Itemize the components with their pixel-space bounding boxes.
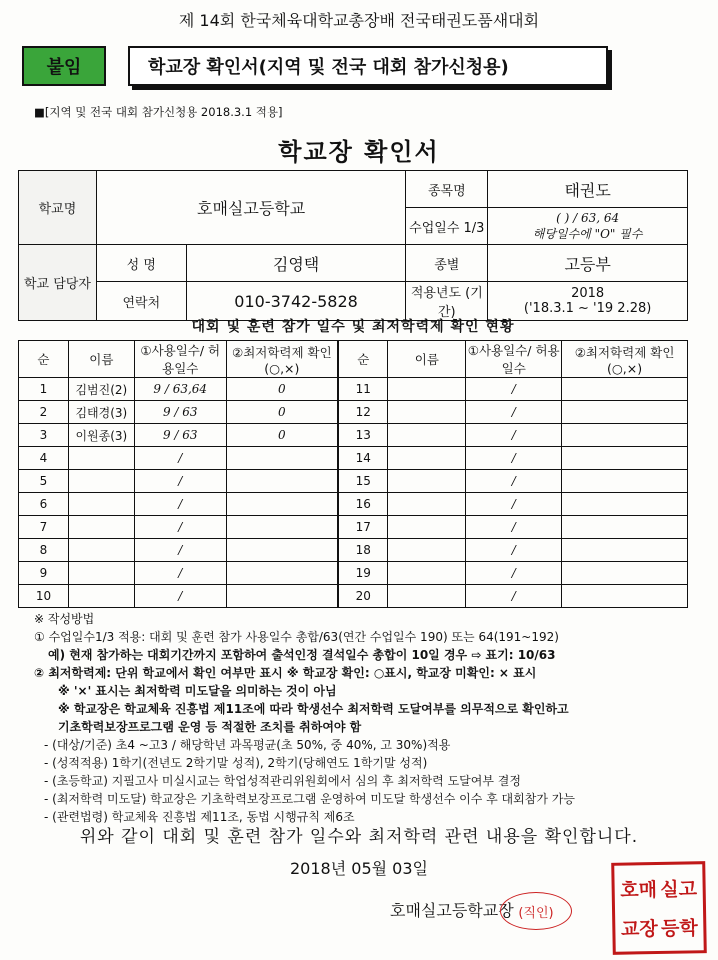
table-row [19,378,688,401]
header-no: 순 [338,341,388,378]
cell-right-days: / [466,539,562,562]
cell-left-days: / [134,562,226,585]
cell-right-no: 16 [338,493,388,516]
cell-left-check: 0 [226,424,338,447]
competition-title: 제 14회 한국체육대학교총장배 전국태권도품새대회 [178,11,540,30]
manager-label: 학교 담당자 [19,245,97,321]
cell-right-no: 13 [338,424,388,447]
guide-line: - (초등학교) 지필고사 미실시교는 학업성적관리위원회에서 심의 후 최저학력 도달여부 결정 [44,774,521,788]
cell-right-name [388,539,466,562]
class-days-value: ( ) / 63, 64 [556,210,620,225]
cell-left-name [68,585,134,608]
table-row [19,470,688,493]
stamp-char: 실고 [660,878,698,901]
stamp-char: 등학 [660,917,698,940]
cell-right-name [388,493,466,516]
cell-left-days: 9 / 63,64 [134,378,226,401]
name-label: 성 명 [96,245,186,282]
cell-left-no: 10 [19,585,69,608]
cell-left-no: 4 [19,447,69,470]
cell-right-no: 12 [338,401,388,424]
school-name: 호매실고등학교 [96,171,406,245]
cell-left-days: / [134,493,226,516]
cell-right-check [562,539,688,562]
table-row [19,424,688,447]
table-row [19,447,688,470]
cell-right-check [562,470,688,493]
cell-left-name: 김태경(3) [68,401,134,424]
cell-right-name [388,516,466,539]
cell-left-name [68,516,134,539]
cell-left-no: 8 [19,539,69,562]
cell-right-days: / [466,562,562,585]
cell-left-check [226,516,338,539]
cell-right-name [388,470,466,493]
cell-right-check [562,424,688,447]
guide-line: ※ 작성방법 [34,612,95,626]
name-value: 김영택 [186,245,406,282]
period-year: 2018 [571,286,605,301]
table-row [19,516,688,539]
cell-right-name [388,447,466,470]
seal-mark: (직인) [500,892,572,930]
header-academic: ②최저학력제 확인(○,×) [226,341,338,378]
applicability-note: ■[지역 및 전국 대회 참가신청용 2018.3.1 적용] [34,105,283,119]
cell-left-name [68,493,134,516]
guide-line: - (관련법령) 학교체육 진흥법 제11조, 동법 시행규칙 제6조 [44,810,355,824]
cell-left-no: 9 [19,562,69,585]
cell-left-name [68,539,134,562]
header-no: 순 [19,341,69,378]
table-header-row [19,341,688,378]
cell-left-no: 1 [19,378,69,401]
cell-right-days: / [466,470,562,493]
cell-right-days: / [466,493,562,516]
attachment-badge: 붙임 [22,46,106,86]
guide-line: ② 최저학력제: 단위 학교에서 확인 여부만 표시 ※ 학교장 확인: ○표시, 학교장 미확인: × 표시 [34,666,537,680]
cell-right-name [388,585,466,608]
event-value: 태권도 [488,171,688,208]
participation-table [18,340,688,608]
cell-right-name [388,378,466,401]
cell-right-check [562,562,688,585]
class-days-label: 수업일수 1/3 [406,208,488,245]
cell-left-days: / [134,516,226,539]
guide-line: - (최저학력 미도달) 학교장은 기초학력보장프로그램 운영하여 미도달 학생선수 이수 후 대회참가 가능 [44,792,575,806]
category-value: 고등부 [488,245,688,282]
cell-left-days: / [134,470,226,493]
cell-left-check [226,562,338,585]
cell-left-check: 0 [226,401,338,424]
cell-left-days: 9 / 63 [134,424,226,447]
confirmation-sentence: 위와 같이 대회 및 훈련 참가 일수와 최저학력 관련 내용을 확인합니다. [79,827,639,847]
cell-right-name [388,401,466,424]
cell-right-no: 17 [338,516,388,539]
category-label: 종별 [406,245,488,282]
stamp-char: 교장 [620,918,658,941]
cell-left-name [68,447,134,470]
principal-seal-stamp [611,861,707,955]
period-label: 적용년도 (기간) [406,282,488,321]
contact-value: 010-3742-5828 [186,282,406,321]
cell-right-days: / [466,516,562,539]
cell-left-name: 이원종(3) [68,424,134,447]
document-date: 2018년 05월 03일 [290,859,428,878]
table-row [19,585,688,608]
guide-line: - (대상/기준) 초4 ~고3 / 해당학년 과목평균(초 50%, 중 40%, 고 30%)적용 [44,738,451,752]
cell-right-check [562,447,688,470]
guide-line: ① 수업일수1/3 적용: 대회 및 훈련 참가 사용일수 총합/63(연간 수업일수 190) 또는 64(191~192) [34,630,559,644]
class-days-cell [488,208,688,245]
cell-left-check [226,470,338,493]
cell-left-no: 3 [19,424,69,447]
school-label: 학교명 [19,171,97,245]
section-title: 대회 및 훈련 참가 일수 및 최저학력제 확인 현황 [191,319,515,335]
stamp-char: 호매 [620,879,658,902]
cell-right-check [562,401,688,424]
cell-left-days: / [134,447,226,470]
cell-right-no: 14 [338,447,388,470]
cell-left-no: 5 [19,470,69,493]
cell-right-no: 20 [338,585,388,608]
period-cell [488,282,688,321]
cell-right-check [562,378,688,401]
cell-left-name [68,470,134,493]
cell-right-no: 15 [338,470,388,493]
header-box-title: 학교장 확인서(지역 및 전국 대회 참가신청용) [128,46,608,86]
event-label: 종목명 [406,171,488,208]
cell-right-days: / [466,424,562,447]
table-row [19,493,688,516]
table-row [19,562,688,585]
header-name: 이름 [68,341,134,378]
cell-right-days: / [466,585,562,608]
header-days: ①사용일수/ 허용일수 [134,341,226,378]
cell-left-no: 2 [19,401,69,424]
cell-right-no: 19 [338,562,388,585]
cell-right-days: / [466,447,562,470]
cell-right-check [562,516,688,539]
cell-left-check [226,585,338,608]
class-days-note: 해당일수에 "O" 필수 [532,226,643,241]
cell-left-check [226,493,338,516]
document-title: 학교장 확인서 [278,138,440,166]
cell-left-check: 0 [226,378,338,401]
cell-right-no: 11 [338,378,388,401]
cell-right-check [562,585,688,608]
cell-right-check [562,493,688,516]
cell-right-name [388,562,466,585]
participation-table-body [19,341,688,608]
contact-label: 연락처 [96,282,186,321]
cell-left-name: 김범진(2) [68,378,134,401]
guide-line: - (성적적용) 1학기(전년도 2학기말 성적), 2학기(당해연도 1학기말 성적) [44,756,428,770]
header-academic: ②최저학력제 확인(○,×) [562,341,688,378]
period-range: ('18.3.1 ~ '19 2.28) [523,301,652,316]
cell-left-days: / [134,539,226,562]
cell-left-check [226,539,338,562]
cell-left-check [226,447,338,470]
cell-right-name [388,424,466,447]
cell-left-no: 7 [19,516,69,539]
table-row [19,401,688,424]
header-days: ①사용일수/ 허용일수 [466,341,562,378]
school-info-table [18,170,688,321]
cell-right-no: 18 [338,539,388,562]
guide-line: ※ '×' 표시는 최저학력 미도달을 의미하는 것이 아님 [58,684,337,698]
header-name: 이름 [388,341,466,378]
guide-line: 기초학력보장프로그램 운영 등 적절한 조치를 취하여야 함 [58,720,362,734]
cell-left-name [68,562,134,585]
cell-right-days: / [466,401,562,424]
cell-left-no: 6 [19,493,69,516]
cell-left-days: 9 / 63 [134,401,226,424]
writing-guide [34,610,704,826]
cell-right-days: / [466,378,562,401]
table-row [19,539,688,562]
guide-line: ※ 학교장은 학교체육 진흥법 제11조에 따라 학생선수 최저학력 도달여부를 의무적으로 확인하고 [58,702,569,716]
cell-left-days: / [134,585,226,608]
guide-line: 예) 현재 참가하는 대회기간까지 포함하여 출석인정 결석일수 총합이 10일 경우 ⇨ 표기: 10/63 [48,648,556,662]
school-principal: 호매실고등학교장 [390,901,514,920]
